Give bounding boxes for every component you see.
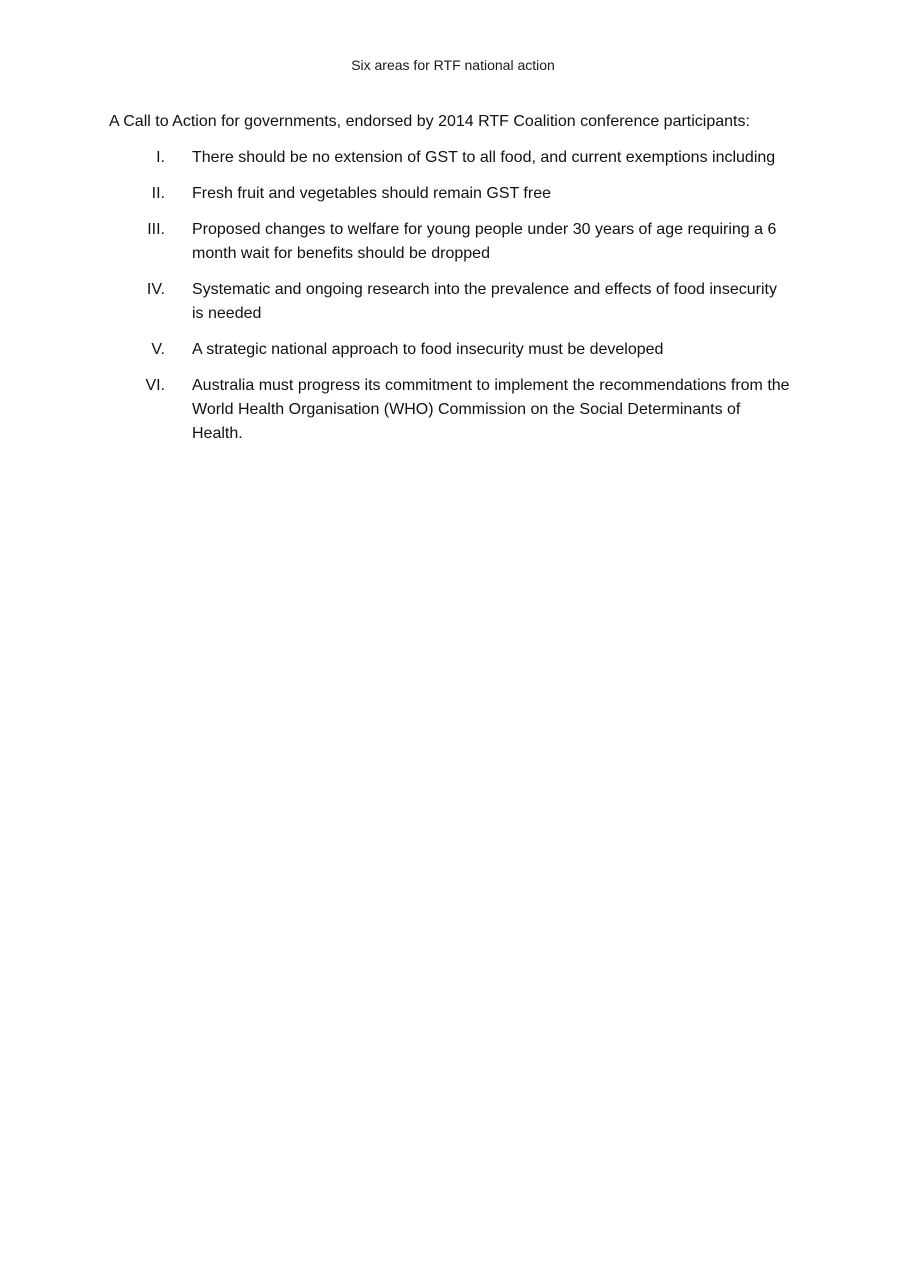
list-item-text: There should be no extension of GST to all food, and current exemptions including xyxy=(192,149,776,166)
list-item xyxy=(109,338,799,362)
list-item xyxy=(109,374,799,446)
list-item xyxy=(109,182,799,206)
list-numeral: II. xyxy=(151,185,165,202)
list-item xyxy=(109,278,799,326)
list-item-text: Systematic and ongoing research into the prevalence and effects of food insecurity is needed xyxy=(192,281,777,322)
list-item xyxy=(109,218,799,266)
list-numeral: V. xyxy=(151,341,165,358)
list-numeral: IV. xyxy=(146,281,165,298)
list-item-text: Proposed changes to welfare for young people under 30 years of age requiring a 6 month wait for benefits should be dropped xyxy=(192,221,777,262)
list-item-text: Australia must progress its commitment to implement the recommendations from the World Health Organisation (WHO) Commission on the Social Determinants of Health. xyxy=(192,377,790,442)
page-header: Six areas for RTF national action xyxy=(351,57,555,73)
list-item-text: Fresh fruit and vegetables should remain GST free xyxy=(192,185,551,202)
list-numeral: I. xyxy=(156,149,165,166)
list-item-text: A strategic national approach to food insecurity must be developed xyxy=(192,341,664,358)
list-item xyxy=(109,146,799,170)
list-numeral: VI. xyxy=(145,377,165,394)
call-to-action-list xyxy=(109,146,799,458)
intro-paragraph: A Call to Action for governments, endorsed by 2014 RTF Coalition conference participants: xyxy=(109,113,750,130)
list-numeral: III. xyxy=(147,221,165,238)
